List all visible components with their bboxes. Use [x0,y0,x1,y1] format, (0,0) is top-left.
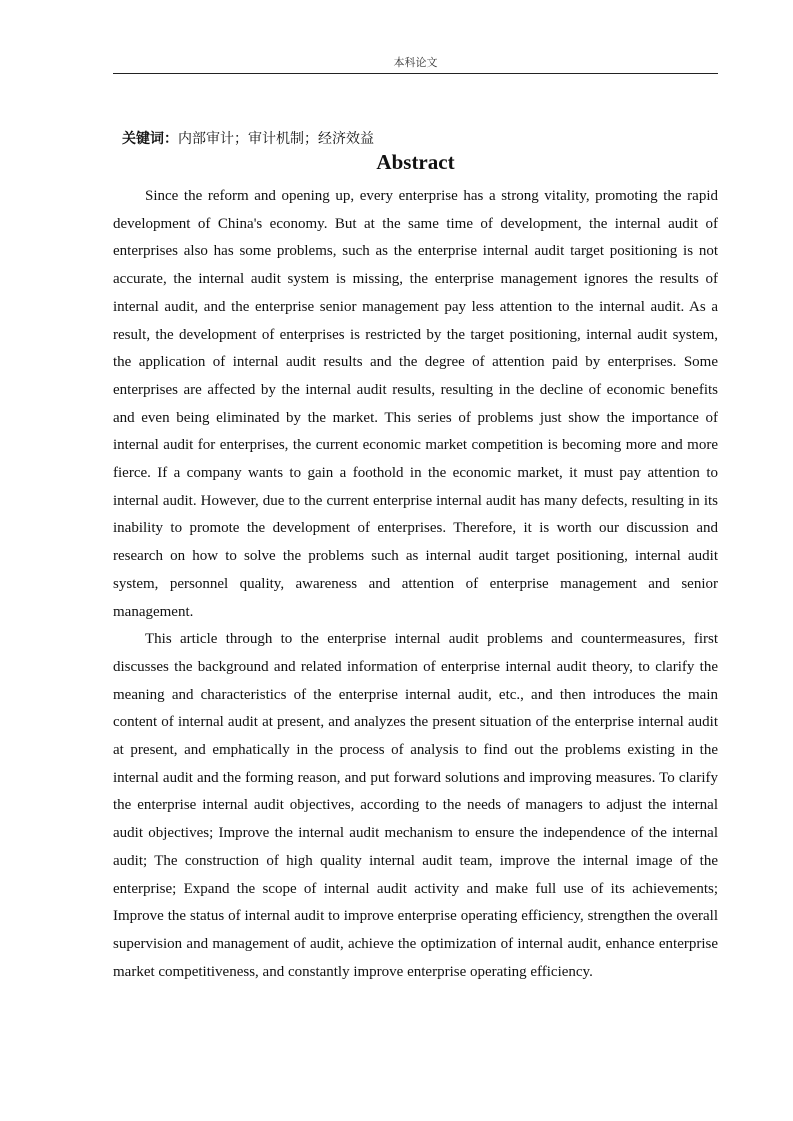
abstract-paragraph: Since the reform and opening up, every enterprise has a strong vitality, promoting the rapid development of China's economy. But at the same time of development, the internal audit of enterprises also has some problems, such as the enterprise internal audit target positioning is not accurate, the internal audit system is missing, the enterprise management ignores the results of internal audit, and the enterprise senior management pay less attention to the internal audit. As a result, the development of enterprises is restricted by the target positioning, internal audit system, the application of internal audit results and the degree of attention paid by enterprises. Some enterprises are affected by the internal audit results, resulting in the decline of economic benefits and even being eliminated by the market. This series of problems just show the importance of internal audit for enterprises, the current economic market competition is becoming more and more fierce. If a company wants to gain a foothold in the economic market, it must pay attention to internal audit. However, due to the current enterprise internal audit has many defects, resulting in its inability to promote the development of enterprises. Therefore, it is worth our discussion and research on how to solve the problems such as internal audit target positioning, internal audit system, personnel quality, awareness and attention of enterprise management and senior management. [113,188,718,620]
keywords-line [122,128,374,148]
abstract-body [113,183,718,986]
keywords-value: 内部审计；审计机制；经济效益 [178,131,374,147]
abstract-title: Abstract [376,150,455,174]
keywords-label: 关键词： [122,131,178,147]
abstract-paragraph: This article through to the enterprise internal audit problems and countermeasures, first discusses the background and related information of enterprise internal audit theory, to clarify the meaning and characteristics of the enterprise internal audit, etc., and then introduces the main content of internal audit at present, and analyzes the present situation of the enterprise internal audit at present, and emphatically in the process of analysis to find out the problems existing in the internal audit and the forming reason, and put forward solutions and improving measures. To clarify the enterprise internal audit objectives, according to the needs of managers to adjust the internal audit objectives; Improve the internal audit mechanism to ensure the independence of the internal audit; The construction of high quality internal audit team, improve the internal image of the enterprise; Expand the scope of internal audit activity and make full use of its achievements; Improve the status of internal audit to improve enterprise operating efficiency, strengthen the overall supervision and management of audit, achieve the optimization of internal audit, enhance enterprise market competitiveness, and constantly improve enterprise operating efficiency. [113,631,718,980]
header-rule [113,73,718,74]
page-header: 本科论文 [393,56,438,69]
